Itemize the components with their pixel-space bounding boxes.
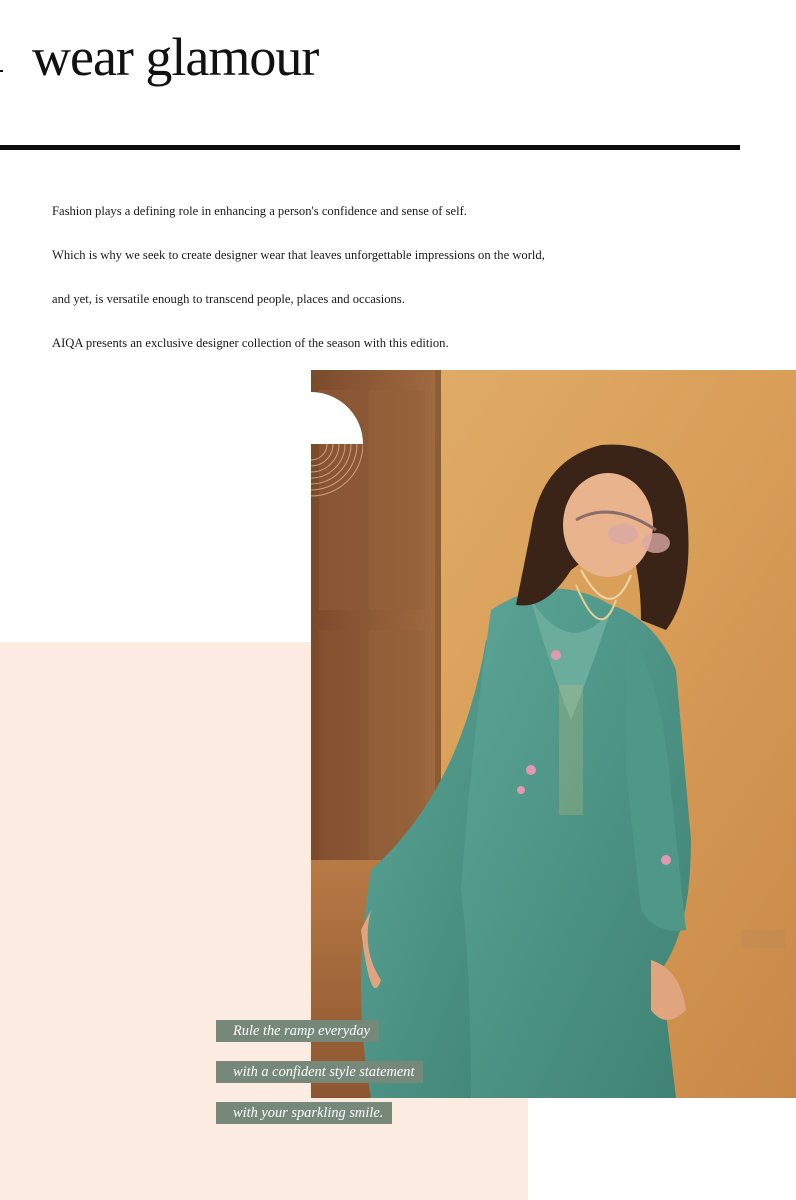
- intro-line-4: AIQA presents an exclusive designer collection of the season with this edition.: [52, 336, 449, 350]
- title-divider: [0, 145, 740, 150]
- model-photo: [311, 370, 796, 1098]
- intro-line-1: Fashion plays a defining role in enhancing a person's confidence and sense of self.: [52, 204, 467, 218]
- tagline-3: with your sparkling smile.: [216, 1102, 392, 1124]
- semicircle-line-ornament-icon: [311, 392, 363, 498]
- intro-line-2: Which is why we seek to create designer wear that leaves unforgettable impressions on the world,: [52, 248, 545, 262]
- tagline-2: with a confident style statement: [216, 1061, 423, 1083]
- intro-line-3: and yet, is versatile enough to transcend people, places and occasions.: [52, 292, 405, 306]
- tagline-1: Rule the ramp everyday: [216, 1020, 379, 1042]
- intro-text: [52, 203, 652, 379]
- title-tick-mark: [0, 70, 3, 72]
- page-title: wear glamour: [32, 27, 319, 87]
